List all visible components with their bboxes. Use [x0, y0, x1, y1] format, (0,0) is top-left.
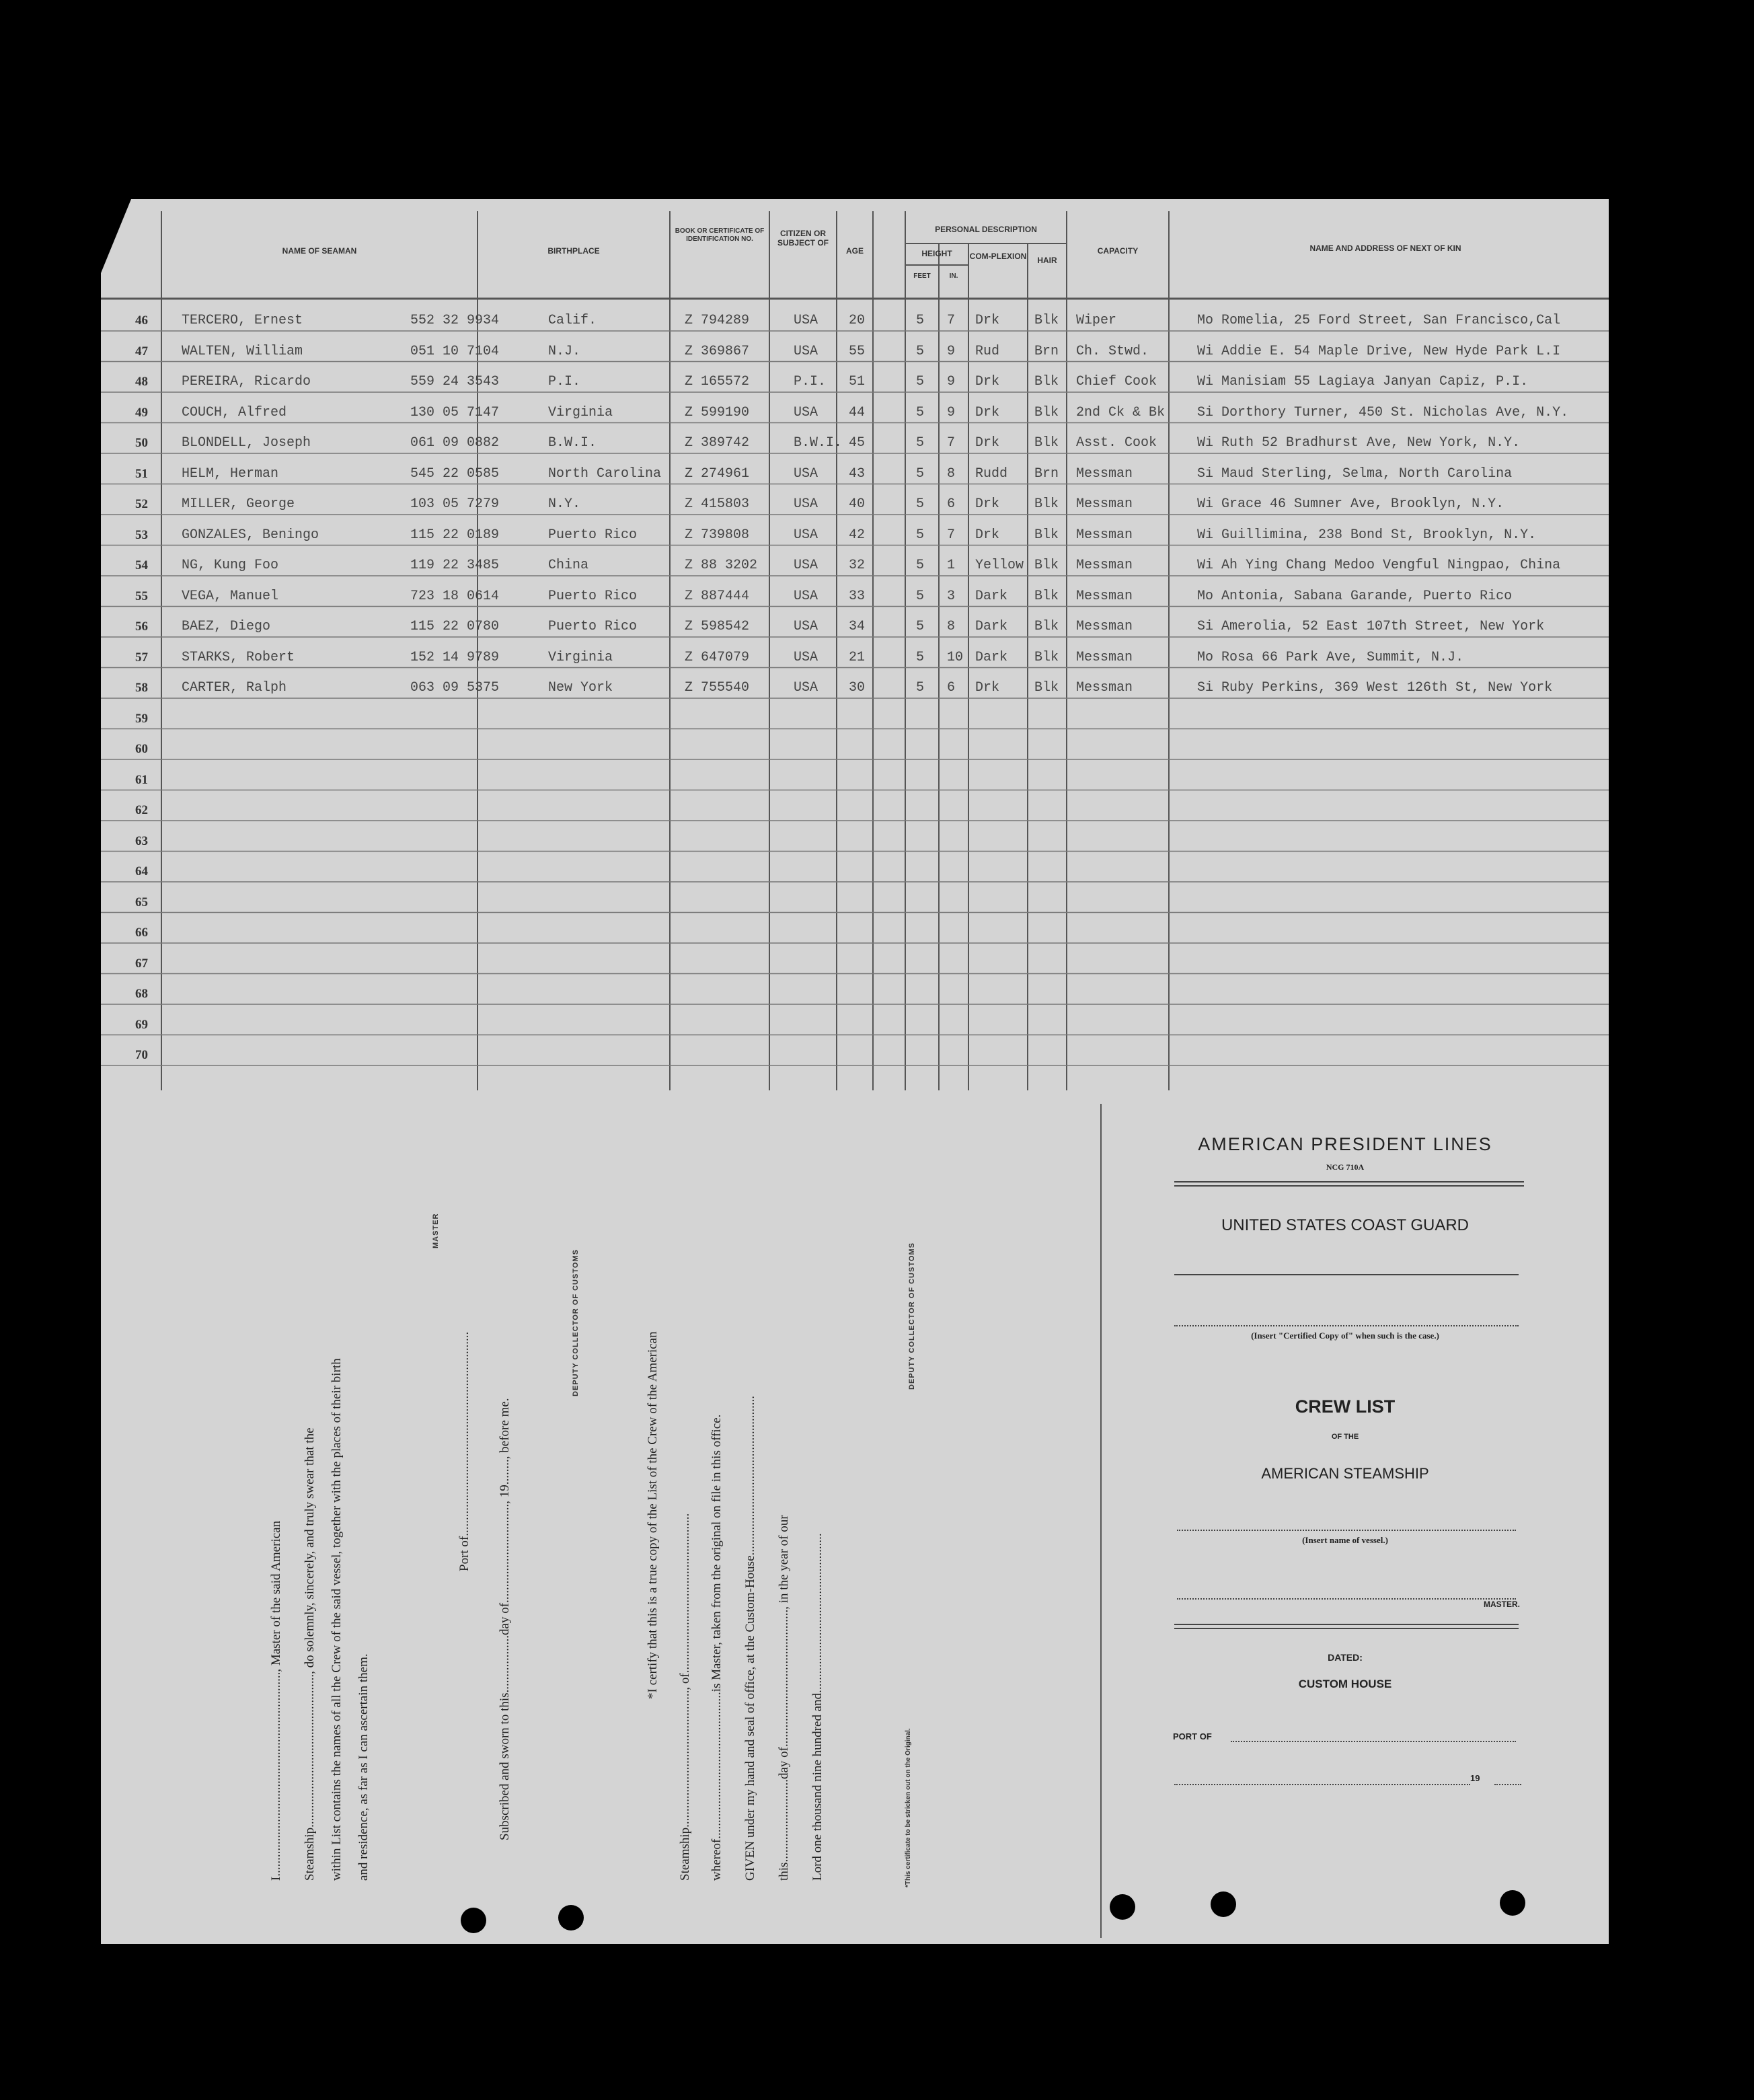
- header-feet: FEET: [913, 272, 931, 280]
- cover-company: AMERICAN PRESIDENT LINES: [1198, 1134, 1492, 1154]
- cell-feet: 5: [916, 313, 925, 328]
- row-number: 48: [135, 375, 148, 389]
- row-number: 61: [135, 772, 148, 787]
- cell-capacity: Messman: [1076, 558, 1133, 573]
- cell-kin: Mo Romelia, 25 Ford Street, San Francisco,Cal: [1197, 313, 1561, 328]
- cell-hair: Blk: [1034, 496, 1059, 512]
- certify-deputy-collector: DEPUTY COLLECTOR OF CUSTOMS: [908, 1242, 916, 1390]
- cell-complexion: Dark: [975, 649, 1008, 665]
- cell-age: 45: [849, 435, 866, 451]
- cover-master-label: MASTER.: [1484, 1600, 1520, 1609]
- cell-citizen: USA: [794, 649, 818, 665]
- row-number: 68: [135, 987, 148, 1001]
- cell-ssn: 552 32 9934: [410, 313, 500, 328]
- oath-line-1: I................................................................, Master of the said American: [269, 1520, 283, 1881]
- binder-hole: [558, 1905, 584, 1930]
- cover-dotted-line: [1177, 1530, 1516, 1531]
- binder-hole: [1110, 1894, 1135, 1920]
- cell-citizen: USA: [794, 527, 818, 543]
- cell-complexion: Yellow: [975, 558, 1024, 573]
- cell-ssn: 723 18 0614: [410, 588, 500, 604]
- row-number: 49: [135, 405, 148, 420]
- cell-birthplace: Virginia: [548, 649, 613, 665]
- row-number: 52: [135, 497, 148, 511]
- certify-line-2: Steamship..........................................., of..................................................: [678, 1513, 692, 1881]
- cover-form-number: NCG 710A: [1326, 1162, 1365, 1172]
- cell-inches: 9: [947, 374, 956, 389]
- row-number: 57: [135, 650, 148, 665]
- cell-name: PEREIRA, Ricardo: [182, 374, 311, 389]
- cell-citizen: USA: [794, 588, 818, 604]
- cell-capacity: Messman: [1076, 527, 1133, 543]
- cell-kin: Wi Guillimina, 238 Bond St, Brooklyn, N.Y.: [1197, 527, 1537, 543]
- certify-line-3: whereof..............................................is Master, taken from the original on file in this office.: [710, 1414, 724, 1881]
- cell-age: 21: [849, 649, 866, 665]
- cell-kin: Si Ruby Perkins, 369 West 126th St, New York: [1197, 680, 1553, 696]
- cell-age: 20: [849, 313, 866, 328]
- cell-cert: Z 739808: [685, 527, 750, 543]
- header-book-certificate: BOOK OR CERTIFICATE OF IDENTIFICATION NO.: [675, 227, 765, 243]
- cell-capacity: Asst. Cook: [1076, 435, 1157, 451]
- cell-age: 44: [849, 404, 866, 420]
- row-number: 67: [135, 956, 148, 971]
- table-grid-lines: [101, 199, 1609, 1090]
- cover-title: CREW LIST: [1295, 1396, 1396, 1417]
- cell-complexion: Drk: [975, 374, 1000, 389]
- cell-inches: 3: [947, 588, 956, 604]
- cell-inches: 7: [947, 435, 956, 451]
- cell-feet: 5: [916, 343, 925, 359]
- cover-rule: [1174, 1624, 1519, 1625]
- cell-birthplace: North Carolina: [548, 465, 662, 482]
- fold-divider: [1100, 1104, 1102, 1938]
- cell-ssn: 063 09 5375: [410, 680, 500, 696]
- cell-citizen: USA: [794, 404, 818, 420]
- cell-feet: 5: [916, 527, 925, 543]
- cell-citizen: USA: [794, 465, 818, 482]
- cell-birthplace: B.W.I.: [548, 435, 597, 451]
- row-number: 58: [135, 681, 148, 695]
- cell-hair: Blk: [1034, 619, 1059, 634]
- cell-cert: Z 389742: [685, 435, 750, 451]
- cover-rule: [1174, 1628, 1519, 1629]
- cell-ssn: 119 22 3485: [410, 558, 500, 573]
- cell-ssn: 115 22 0780: [410, 619, 500, 634]
- cell-inches: 8: [947, 465, 956, 482]
- cell-kin: Wi Ruth 52 Bradhurst Ave, New York, N.Y.: [1197, 435, 1521, 451]
- row-number: 59: [135, 711, 148, 726]
- cell-cert: Z 369867: [685, 343, 750, 359]
- cell-inches: 9: [947, 343, 956, 359]
- certify-line-6: Lord one thousand nine hundred and..................................................: [810, 1533, 825, 1881]
- oath-line-3: within List contains the names of all the Crew of the said vessel, together with the places of their birth: [330, 1358, 344, 1881]
- oath-master-label: MASTER: [432, 1213, 440, 1248]
- cover-of-the: OF THE: [1331, 1433, 1359, 1441]
- cell-name: BLONDELL, Joseph: [182, 435, 311, 451]
- cover-agency: UNITED STATES COAST GUARD: [1221, 1216, 1470, 1234]
- cell-name: TERCERO, Ernest: [182, 313, 303, 328]
- cell-name: HELM, Herman: [182, 465, 279, 482]
- cell-kin: Wi Ah Ying Chang Medoo Vengful Ningpao, China: [1197, 558, 1561, 573]
- cell-inches: 10: [947, 649, 964, 665]
- cell-feet: 5: [916, 435, 925, 451]
- cell-complexion: Rud: [975, 343, 1000, 359]
- certify-line-1: *I certify that this is a true copy of the List of the Crew of the American: [646, 1331, 660, 1699]
- cell-name: STARKS, Robert: [182, 649, 295, 665]
- cover-rule: [1174, 1274, 1519, 1275]
- header-citizen: CITIZEN OR SUBJECT OF: [777, 229, 829, 248]
- cell-kin: Wi Addie E. 54 Maple Drive, New Hyde Park L.I: [1197, 343, 1561, 359]
- cell-capacity: Messman: [1076, 619, 1133, 634]
- cell-birthplace: Calif.: [548, 313, 597, 328]
- cover-rule: [1174, 1181, 1524, 1183]
- cell-citizen: USA: [794, 343, 818, 359]
- cell-cert: Z 599190: [685, 404, 750, 420]
- cover-custom-house: CUSTOM HOUSE: [1298, 1678, 1392, 1690]
- oath-subscribed: Subscribed and sworn to this..................day of..............................., 19........, before me.: [498, 1398, 512, 1840]
- cell-name: WALTEN, William: [182, 343, 303, 359]
- cell-birthplace: Puerto Rico: [548, 619, 638, 634]
- cell-birthplace: China: [548, 558, 589, 573]
- header-complexion: COM-PLEXION: [969, 252, 1027, 261]
- cell-cert: Z 415803: [685, 496, 750, 512]
- cell-inches: 8: [947, 619, 956, 634]
- cell-hair: Blk: [1034, 435, 1059, 451]
- cell-name: COUCH, Alfred: [182, 404, 287, 420]
- cover-nineteen: 19: [1470, 1773, 1480, 1783]
- cell-kin: Si Maud Sterling, Selma, North Carolina: [1197, 465, 1513, 482]
- cell-age: 43: [849, 465, 866, 482]
- row-number: 56: [135, 620, 148, 634]
- cell-name: NG, Kung Foo: [182, 558, 279, 573]
- cell-ssn: 115 22 0189: [410, 527, 500, 543]
- cell-feet: 5: [916, 374, 925, 389]
- cell-citizen: B.W.I.: [794, 435, 843, 451]
- cell-hair: Brn: [1034, 343, 1059, 359]
- header-personal-description: PERSONAL DESCRIPTION: [935, 225, 1037, 234]
- cell-hair: Blk: [1034, 588, 1059, 604]
- cell-name: MILLER, George: [182, 496, 295, 512]
- cell-kin: Si Amerolia, 52 East 107th Street, New York: [1197, 619, 1545, 634]
- cell-complexion: Drk: [975, 435, 1000, 451]
- cell-inches: 7: [947, 313, 956, 328]
- cell-feet: 5: [916, 558, 925, 573]
- cell-complexion: Drk: [975, 680, 1000, 696]
- row-number: 53: [135, 527, 148, 542]
- cell-complexion: Drk: [975, 527, 1000, 543]
- cell-cert: Z 755540: [685, 680, 750, 696]
- crew-list-sheet: [101, 199, 1609, 1944]
- row-number: 54: [135, 558, 148, 572]
- cell-hair: Blk: [1034, 374, 1059, 389]
- cell-birthplace: N.J.: [548, 343, 581, 359]
- cell-capacity: Messman: [1076, 588, 1133, 604]
- cell-kin: Mo Antonia, Sabana Garande, Puerto Rico: [1197, 588, 1513, 604]
- cell-ssn: 130 05 7147: [410, 404, 500, 420]
- cell-ssn: 559 24 3543: [410, 374, 500, 389]
- cell-complexion: Drk: [975, 496, 1000, 512]
- cell-complexion: Dark: [975, 619, 1008, 634]
- cell-hair: Blk: [1034, 404, 1059, 420]
- cover-rule: [1174, 1185, 1524, 1187]
- cell-birthplace: Puerto Rico: [548, 588, 638, 604]
- certify-line-5: this..........................day of..........................................., in the year of our: [777, 1515, 791, 1881]
- cell-feet: 5: [916, 619, 925, 634]
- cell-cert: Z 165572: [685, 374, 750, 389]
- cell-age: 32: [849, 558, 866, 573]
- cell-kin: Mo Rosa 66 Park Ave, Summit, N.J.: [1197, 649, 1464, 665]
- cover-port-of: PORT OF: [1173, 1731, 1212, 1741]
- cell-citizen: P.I.: [794, 374, 827, 389]
- cell-birthplace: Virginia: [548, 404, 613, 420]
- row-number: 62: [135, 803, 148, 817]
- cell-feet: 5: [916, 649, 925, 665]
- oath-deputy-collector: DEPUTY COLLECTOR OF CUSTOMS: [572, 1249, 580, 1396]
- binder-hole: [461, 1908, 486, 1933]
- cell-capacity: 2nd Ck & Bk: [1076, 404, 1166, 420]
- cover-dotted-line: [1174, 1784, 1470, 1785]
- cell-birthplace: Puerto Rico: [548, 527, 638, 543]
- row-number: 63: [135, 833, 148, 848]
- cell-cert: Z 274961: [685, 465, 750, 482]
- cell-capacity: Chief Cook: [1076, 374, 1157, 389]
- row-number: 46: [135, 313, 148, 328]
- cell-hair: Brn: [1034, 465, 1059, 482]
- cell-age: 30: [849, 680, 866, 696]
- cell-birthplace: N.Y.: [548, 496, 581, 512]
- cell-complexion: Drk: [975, 404, 1000, 420]
- cell-citizen: USA: [794, 496, 818, 512]
- cell-capacity: Messman: [1076, 496, 1133, 512]
- cell-age: 40: [849, 496, 866, 512]
- cell-inches: 6: [947, 680, 956, 696]
- row-number: 65: [135, 895, 148, 909]
- cell-birthplace: P.I.: [548, 374, 581, 389]
- cell-cert: Z 647079: [685, 649, 750, 665]
- cell-feet: 5: [916, 680, 925, 696]
- certify-footnote: *This certificate to be stricken out on the Original.: [905, 1728, 912, 1887]
- header-inches: IN.: [949, 272, 958, 280]
- cell-capacity: Wiper: [1076, 313, 1117, 328]
- cell-citizen: USA: [794, 313, 818, 328]
- cell-name: GONZALES, Beningo: [182, 527, 319, 543]
- cell-age: 33: [849, 588, 866, 604]
- cover-insert-certified: (Insert "Certified Copy of" when such is the case.): [1251, 1330, 1439, 1341]
- cell-hair: Blk: [1034, 527, 1059, 543]
- cell-capacity: Messman: [1076, 649, 1133, 665]
- cell-complexion: Drk: [975, 313, 1000, 328]
- header-birthplace: BIRTHPLACE: [547, 246, 600, 256]
- cell-inches: 6: [947, 496, 956, 512]
- cell-inches: 9: [947, 404, 956, 420]
- row-number: 47: [135, 344, 148, 359]
- row-number: 55: [135, 589, 148, 603]
- cell-ssn: 152 14 9789: [410, 649, 500, 665]
- cell-citizen: USA: [794, 558, 818, 573]
- cell-cert: Z 88 3202: [685, 558, 758, 573]
- certify-line-4: GIVEN under my hand and seal of office, at the Custom-House..................................................: [743, 1396, 757, 1881]
- cell-citizen: USA: [794, 680, 818, 696]
- row-number: 50: [135, 436, 148, 450]
- cell-inches: 7: [947, 527, 956, 543]
- header-hair: HAIR: [1037, 256, 1057, 265]
- header-capacity: CAPACITY: [1097, 246, 1139, 256]
- row-number: 51: [135, 466, 148, 481]
- cell-age: 55: [849, 343, 866, 359]
- binder-hole: [1500, 1890, 1525, 1916]
- cover-dotted-line: [1231, 1741, 1516, 1742]
- cell-age: 42: [849, 527, 866, 543]
- oath-line-4: and residence, as far as I can ascertain them.: [356, 1653, 371, 1881]
- crew-table: [101, 199, 1609, 1090]
- binder-hole: [1211, 1891, 1236, 1917]
- cell-complexion: Dark: [975, 588, 1008, 604]
- cell-kin: Wi Manisiam 55 Lagiaya Janyan Capiz, P.I.: [1197, 374, 1529, 389]
- cell-kin: Wi Grace 46 Sumner Ave, Brooklyn, N.Y.: [1197, 496, 1504, 512]
- row-number: 64: [135, 864, 148, 878]
- cell-citizen: USA: [794, 619, 818, 634]
- cell-hair: Blk: [1034, 680, 1059, 696]
- cell-birthplace: New York: [548, 680, 613, 696]
- cell-ssn: 545 22 0585: [410, 465, 500, 482]
- cell-cert: Z 887444: [685, 588, 750, 604]
- cell-cert: Z 794289: [685, 313, 750, 328]
- row-number: 69: [135, 1017, 148, 1032]
- cell-hair: Blk: [1034, 313, 1059, 328]
- cell-age: 34: [849, 619, 866, 634]
- cell-capacity: Ch. Stwd.: [1076, 343, 1149, 359]
- cell-ssn: 051 10 7104: [410, 343, 500, 359]
- cover-insert-vessel: (Insert name of vessel.): [1302, 1535, 1388, 1545]
- cell-feet: 5: [916, 465, 925, 482]
- cover-dotted-line: [1174, 1325, 1519, 1326]
- cell-ssn: 103 05 7279: [410, 496, 500, 512]
- cell-name: CARTER, Ralph: [182, 680, 287, 696]
- cell-feet: 5: [916, 588, 925, 604]
- header-age: AGE: [845, 246, 864, 256]
- cell-complexion: Rudd: [975, 465, 1008, 482]
- row-number: 70: [135, 1048, 148, 1062]
- header-height: HEIGHT: [921, 249, 952, 258]
- cell-name: BAEZ, Diego: [182, 619, 271, 634]
- cell-age: 51: [849, 374, 866, 389]
- header-name-of-seaman: NAME OF SEAMAN: [282, 246, 357, 256]
- cell-name: VEGA, Manuel: [182, 588, 279, 604]
- row-number: 60: [135, 742, 148, 756]
- cell-capacity: Messman: [1076, 465, 1133, 482]
- cover-dotted-line: [1494, 1784, 1521, 1785]
- cell-hair: Blk: [1034, 558, 1059, 573]
- cell-inches: 1: [947, 558, 956, 573]
- oath-port: Port of................................................................: [457, 1331, 471, 1571]
- cell-feet: 5: [916, 496, 925, 512]
- cell-capacity: Messman: [1076, 680, 1133, 696]
- cell-feet: 5: [916, 404, 925, 420]
- torn-corner: [101, 199, 131, 273]
- header-next-of-kin: NAME AND ADDRESS OF NEXT OF KIN: [1309, 243, 1461, 253]
- cell-hair: Blk: [1034, 649, 1059, 665]
- row-number: 66: [135, 926, 148, 940]
- cover-steamship: AMERICAN STEAMSHIP: [1261, 1465, 1429, 1482]
- cell-cert: Z 598542: [685, 619, 750, 634]
- cell-ssn: 061 09 0882: [410, 435, 500, 451]
- oath-line-2: Steamship................................................, do solemnly, sincerely, and truly swear that the: [303, 1427, 317, 1881]
- cover-dated: DATED:: [1328, 1652, 1363, 1663]
- cell-kin: Si Dorthory Turner, 450 St. Nicholas Ave, N.Y.: [1197, 404, 1569, 420]
